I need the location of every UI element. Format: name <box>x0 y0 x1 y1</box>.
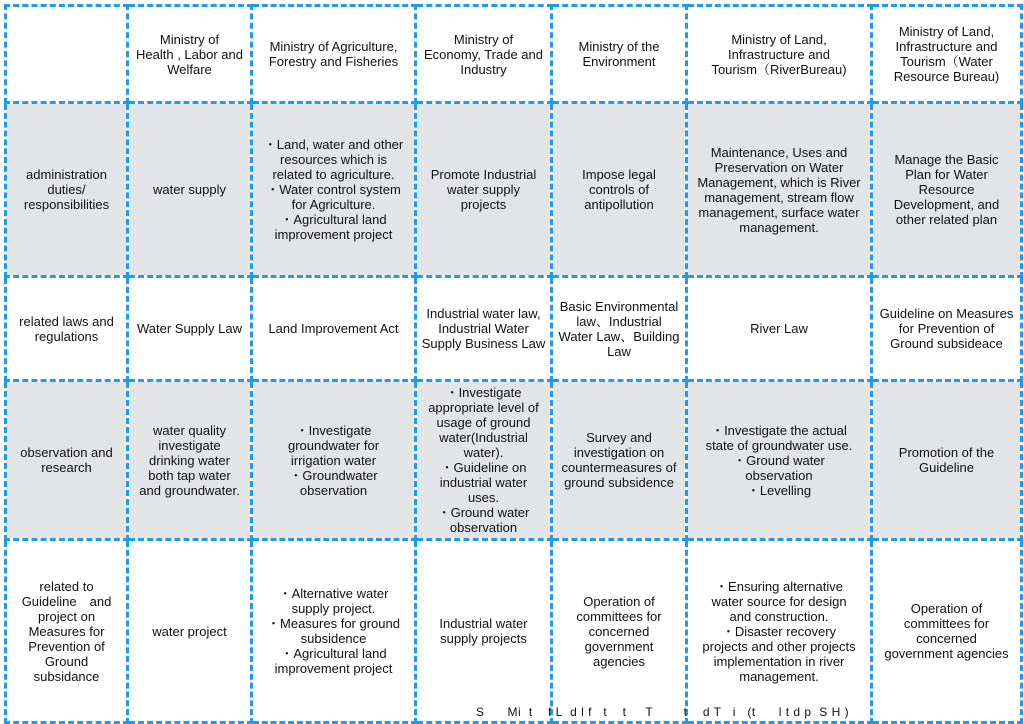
table-cell: ・Investigate groundwater for irrigation water ・Groundwater observation <box>252 381 416 540</box>
corner-cell <box>6 6 128 103</box>
table-cell: Industrial water supply projects <box>416 540 552 723</box>
header-mhlw: Ministry of Health , Labor and Welfare <box>128 6 252 103</box>
header-maff: Ministry of Agriculture, Forestry and Fisheries <box>252 6 416 103</box>
table-cell: ・Investigate appropriate level of usage of ground water(Industrial water). ・Guideline on industrial water uses. ・Ground water observation <box>416 381 552 540</box>
ministry-responsibility-table <box>4 4 1023 724</box>
table-cell: Operation of committees for concerned government agencies <box>552 540 687 723</box>
row-label: observation and research <box>6 381 128 540</box>
row-label: related to Guideline and project on Measures for Prevention of Ground subsidance <box>6 540 128 723</box>
header-meti: Ministry of Economy, Trade and Industry <box>416 6 552 103</box>
table-cell: Land Improvement Act <box>252 277 416 381</box>
table-cell: ・Land, water and other resources which is related to agriculture. ・Water control system for Agriculture. ・Agricultural land improvement project <box>252 103 416 277</box>
table-row-observation <box>6 381 1022 540</box>
table-cell: Survey and investigation on countermeasures of ground subsidence <box>552 381 687 540</box>
table-cell: water supply <box>128 103 252 277</box>
table-cell: Manage the Basic Plan for Water Resource Development, and other related plan <box>872 103 1022 277</box>
table-cell: River Law <box>687 277 872 381</box>
table-cell: Promotion of the Guideline <box>872 381 1022 540</box>
table-cell: Impose legal controls of antipollution <box>552 103 687 277</box>
table-cell: water quality investigate drinking water both tap water and groundwater. <box>128 381 252 540</box>
table-cell: Maintenance, Uses and Preservation on Water Management, which is River management, stream flow management, surface water management. <box>687 103 872 277</box>
table-cell: Operation of committees for concerned government agencies <box>872 540 1022 723</box>
table-row-guideline-projects <box>6 540 1022 723</box>
header-mlit-water: Ministry of Land, Infrastructure and Tourism（Water Resource Bureau) <box>872 6 1022 103</box>
row-label: related laws and regulations <box>6 277 128 381</box>
table-cell: Promote Industrial water supply projects <box>416 103 552 277</box>
table-cell: Industrial water law, Industrial Water Supply Business Law <box>416 277 552 381</box>
table-cell: ・Alternative water supply project. ・Measures for ground subsidence ・Agricultural land improvement project <box>252 540 416 723</box>
table-cell: Guideline on Measures for Prevention of Ground subsideace <box>872 277 1022 381</box>
header-mlit-river: Ministry of Land, Infrastructure and Tourism（RiverBureau) <box>687 6 872 103</box>
table-cell: ・Ensuring alternative water source for design and construction. ・Disaster recovery projects and other projects implementation in river management. <box>687 540 872 723</box>
table-cell: ・Investigate the actual state of groundwater use. ・Ground water observation ・Levelling <box>687 381 872 540</box>
source-caption: S Mi t f L d l f t t T t d T i (t l t d p S H ) <box>476 705 850 719</box>
table-cell: Basic Environmental law、Industrial Water Law、Building Law <box>552 277 687 381</box>
table-row-administration <box>6 103 1022 277</box>
table-row-laws <box>6 277 1022 381</box>
header-moe: Ministry of the Environment <box>552 6 687 103</box>
row-label: administration duties/ responsibilities <box>6 103 128 277</box>
table-cell: water project <box>128 540 252 723</box>
table-cell: Water Supply Law <box>128 277 252 381</box>
header-row <box>6 6 1022 103</box>
